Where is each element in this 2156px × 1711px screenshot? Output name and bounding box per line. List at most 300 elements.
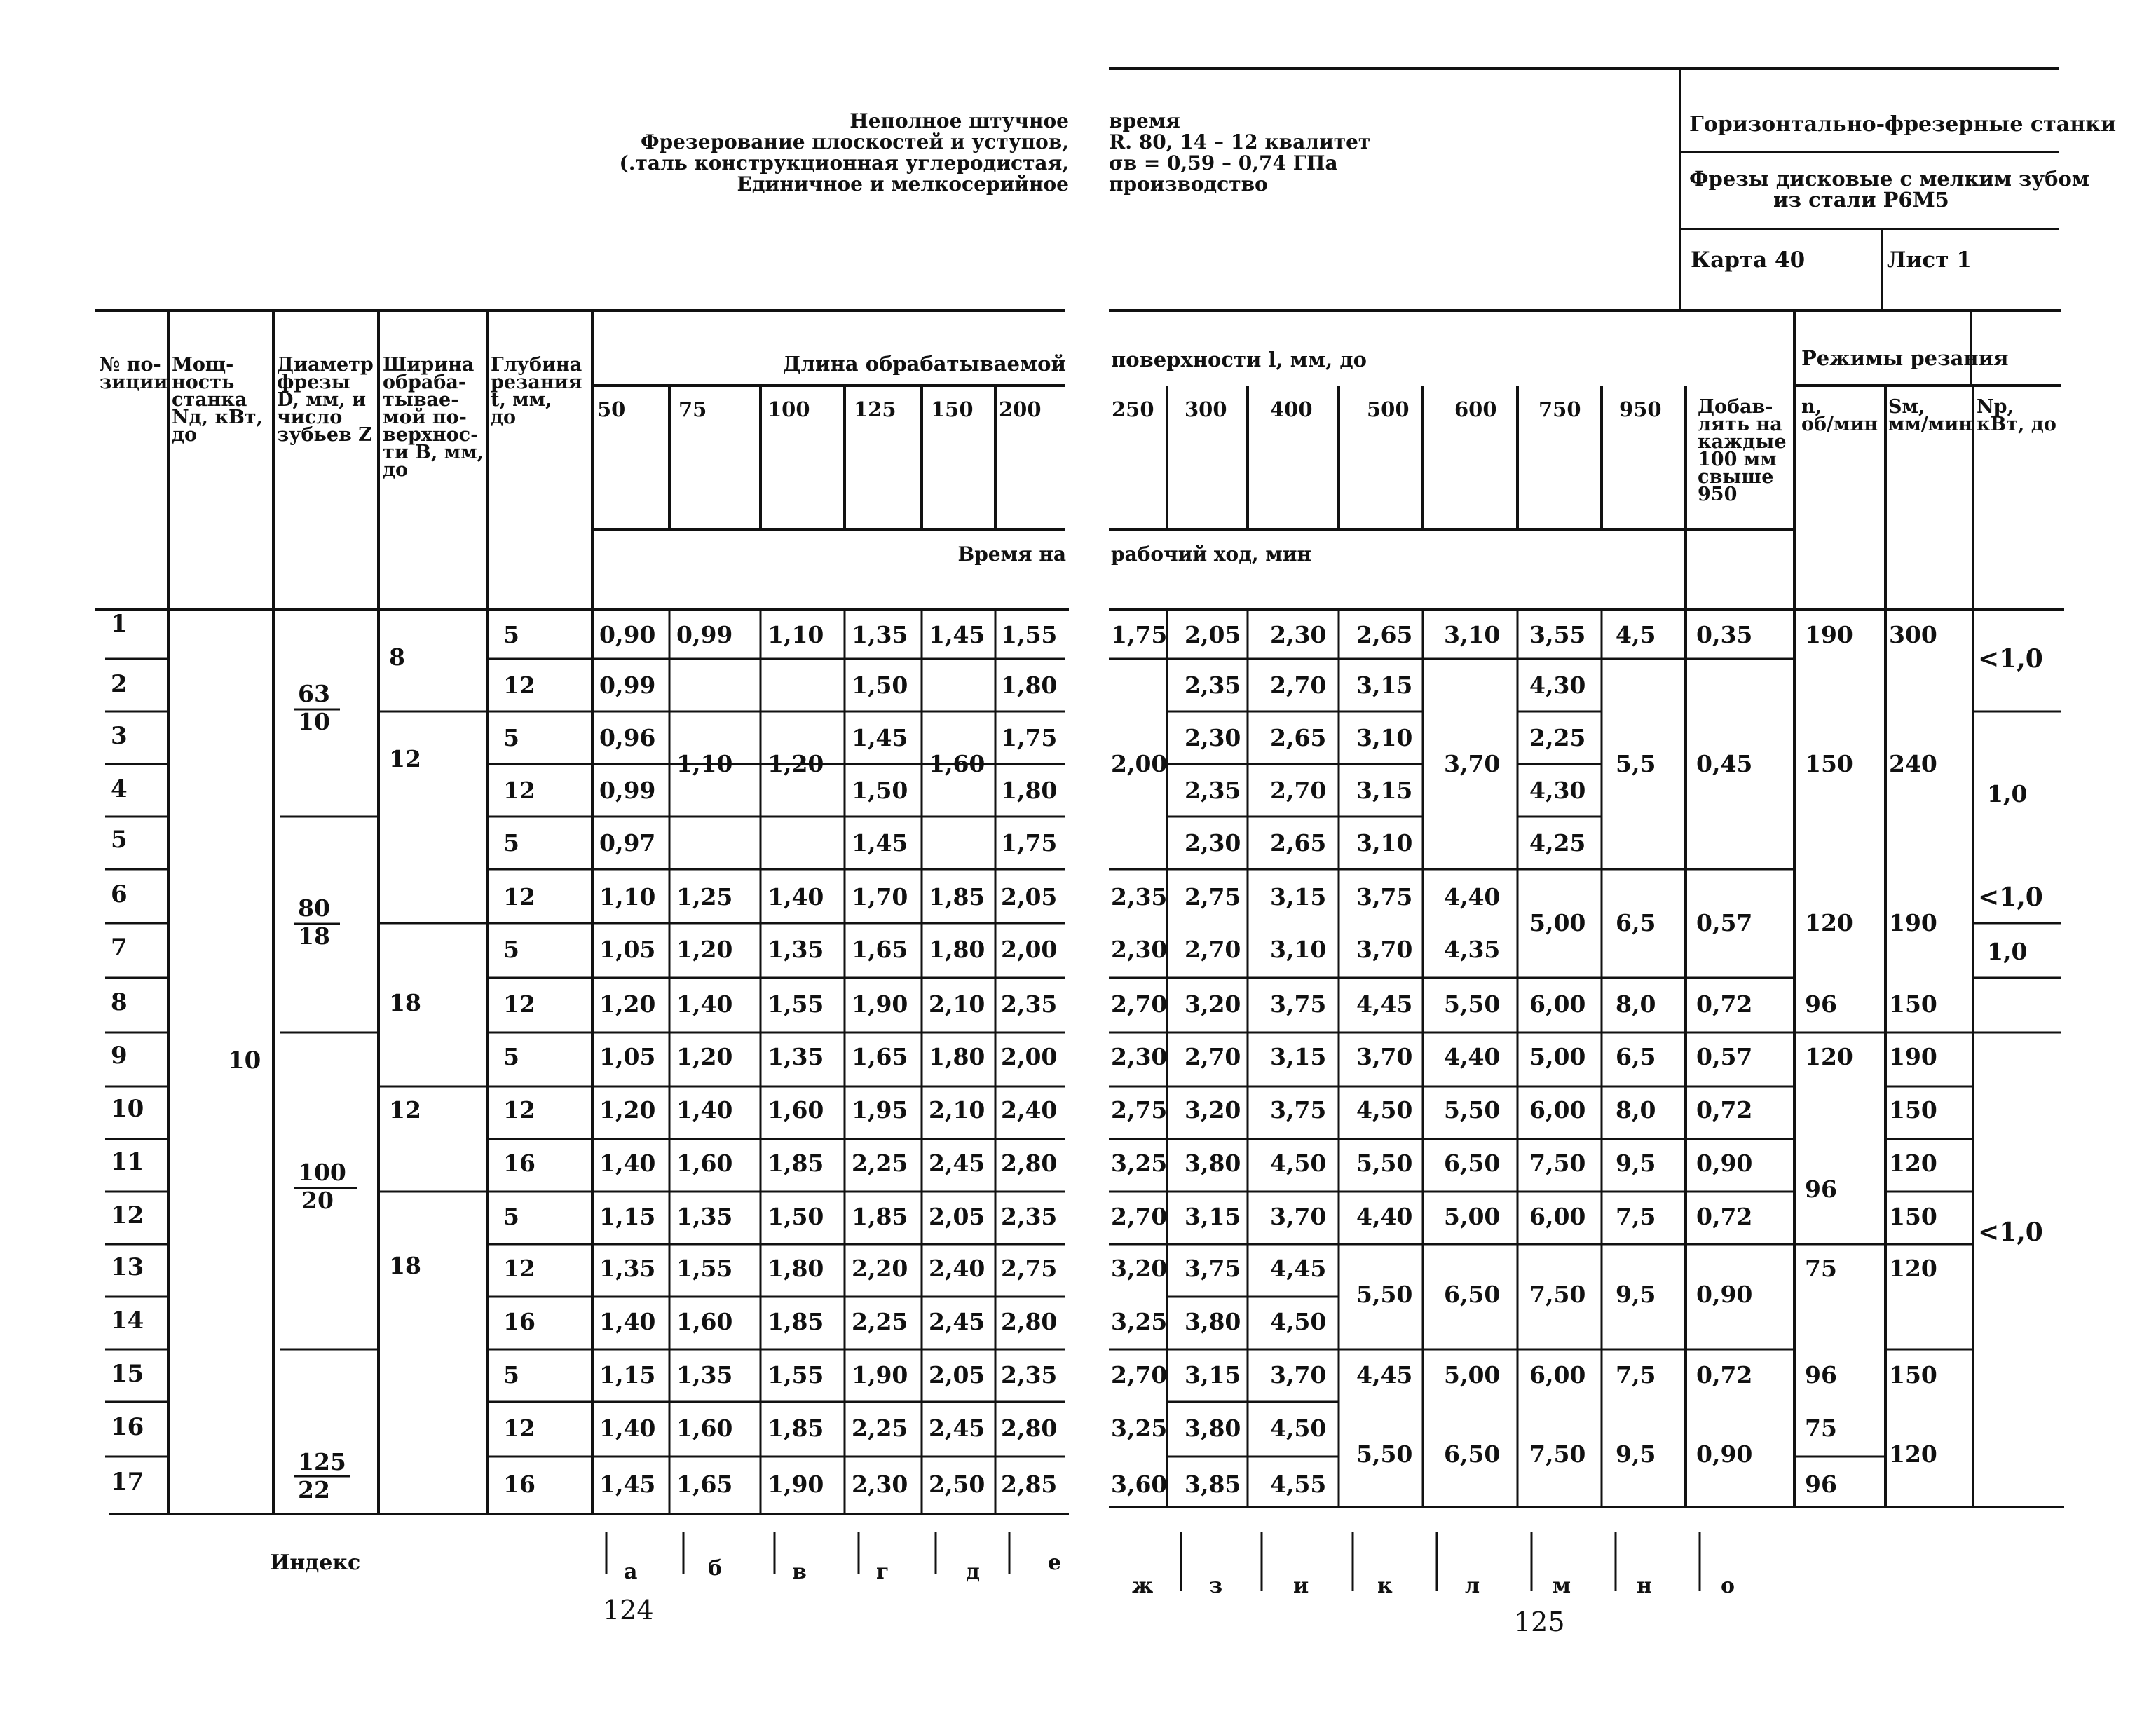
index-letter: о	[1721, 1574, 1735, 1598]
depth-value: 12	[503, 883, 535, 911]
time-cell: 3,15	[1356, 777, 1413, 804]
time-cell: 4,45	[1356, 1361, 1413, 1389]
header-diameter-l3: D, мм, и	[277, 389, 366, 411]
title-left-line-4: Единичное и мелкосерийное	[737, 172, 1069, 196]
time-cell: 1,40	[599, 1415, 656, 1442]
header-diameter-l5: зубьев Z	[277, 424, 372, 446]
time-cell: 2,30	[852, 1471, 908, 1498]
header-position-l1: № по-	[100, 354, 161, 376]
header-add-l6: 950	[1698, 484, 1738, 505]
time-cell: 2,75	[1001, 1255, 1058, 1282]
depth-value: 12	[503, 1096, 535, 1124]
time-cell: 2,35	[1001, 1203, 1058, 1230]
time-cell: 3,25	[1111, 1150, 1168, 1177]
time-cell: 3,25	[1111, 1308, 1168, 1335]
teeth-10: 10	[298, 708, 330, 735]
index-label: Индекс	[270, 1550, 361, 1575]
time-cell: 5,00	[1444, 1361, 1501, 1389]
length-header-50: 50	[597, 397, 626, 421]
header-np-l2: кВт, до	[1977, 414, 2056, 435]
time-cell: 3,80	[1185, 1415, 1241, 1442]
time-cell: 4,40	[1444, 1043, 1501, 1070]
header-power-l3: станка	[172, 389, 247, 411]
depth-value: 12	[503, 672, 535, 699]
time-cell: 6,00	[1529, 990, 1586, 1018]
time-cell: 2,75	[1185, 883, 1241, 911]
time-cell: 4,50	[1270, 1415, 1327, 1442]
time-cell: 3,75	[1270, 1096, 1327, 1124]
title-left-line-1: Неполное штучное	[850, 109, 1069, 132]
header-width-l4: мой по-	[383, 407, 467, 428]
time-cell: 2,70	[1185, 936, 1241, 963]
time-cell: 3,15	[1270, 1043, 1327, 1070]
diameter-100: 100	[298, 1159, 346, 1186]
time-cell: 1,75	[1111, 621, 1168, 648]
time-cell: 2,25	[852, 1415, 908, 1442]
position-number: 12	[111, 1201, 144, 1229]
time-cell: 2,20	[852, 1255, 908, 1282]
time-cell: 0,99	[676, 621, 733, 648]
time-cell: 1,85	[767, 1308, 824, 1335]
time-cell: 0,72	[1696, 1361, 1753, 1389]
time-cell: 5,50	[1356, 1281, 1413, 1308]
time-cell: 1,90	[852, 990, 908, 1018]
time-cell: 9,5	[1616, 1440, 1656, 1468]
time-cell: 3,20	[1185, 1096, 1241, 1124]
time-cell: 1,10	[767, 621, 824, 648]
time-cell: 2,45	[929, 1150, 985, 1177]
depth-value: 12	[503, 1255, 535, 1282]
time-cell: 3,60	[1111, 1471, 1168, 1498]
time-cell: 2,75	[1111, 1096, 1168, 1124]
header-power-l1: Мощ-	[172, 354, 234, 376]
time-cell: 96	[1805, 1175, 1837, 1203]
header-add-l5: свыше	[1698, 466, 1774, 488]
header-add-l1: Добав-	[1698, 396, 1773, 418]
time-cell: 3,10	[1356, 724, 1413, 751]
time-cell: 120	[1805, 1043, 1853, 1070]
time-cell: 0,57	[1696, 909, 1753, 936]
diameter-125: 125	[298, 1448, 346, 1475]
time-cell: 2,25	[852, 1150, 908, 1177]
time-cell: 3,15	[1356, 672, 1413, 699]
time-cell: 2,65	[1270, 724, 1327, 751]
time-cell: 2,70	[1111, 990, 1168, 1018]
time-cell: 3,70	[1444, 750, 1501, 777]
time-cell: 5,00	[1444, 1203, 1501, 1230]
time-cell: 1,40	[676, 990, 733, 1018]
header-diameter-l1: Диаметр	[277, 354, 374, 376]
time-cell: 96	[1805, 1471, 1837, 1498]
time-cell: 96	[1805, 1361, 1837, 1389]
time-cell: 2,30	[1270, 621, 1327, 648]
time-cell: 1,80	[1001, 777, 1058, 804]
time-cell: 0,99	[599, 672, 656, 699]
time-cell: 4,50	[1270, 1150, 1327, 1177]
time-cell: 300	[1889, 621, 1937, 648]
time-cell: 1,10	[676, 750, 733, 777]
header-add-l3: каждые	[1698, 431, 1787, 453]
time-cell: 1,20	[767, 750, 824, 777]
header-n	[1801, 398, 1878, 433]
index-letter: а	[624, 1560, 638, 1584]
time-cell: 120	[1889, 1255, 1937, 1282]
time-cell: 4,30	[1529, 777, 1586, 804]
time-cell: 0,90	[1696, 1150, 1753, 1177]
time-cell: 2,70	[1185, 1043, 1241, 1070]
time-cell: 3,80	[1185, 1308, 1241, 1335]
np-value-3: <1,0	[1978, 882, 2043, 912]
depth-value: 16	[503, 1308, 535, 1335]
header-n-l2: об/мин	[1801, 414, 1878, 435]
time-cell: 3,10	[1356, 829, 1413, 857]
time-cell: 6,00	[1529, 1096, 1586, 1124]
cutter-type-line-2: из стали Р6М5	[1773, 188, 1949, 212]
header-depth	[491, 356, 582, 426]
index-letter: ж	[1132, 1574, 1154, 1598]
time-cell: 5,50	[1444, 1096, 1501, 1124]
time-cell: 4,45	[1270, 1255, 1327, 1282]
time-cell: 2,35	[1001, 1361, 1058, 1389]
position-number: 11	[111, 1148, 144, 1176]
time-cell: 1,55	[1001, 621, 1058, 648]
time-cell: 1,35	[767, 1043, 824, 1070]
time-cell: 4,45	[1356, 990, 1413, 1018]
time-cell: 0,96	[599, 724, 656, 751]
time-cell: 2,80	[1001, 1308, 1058, 1335]
time-cell: 3,25	[1111, 1415, 1168, 1442]
time-cell: 2,70	[1111, 1361, 1168, 1389]
time-cell: 1,90	[767, 1471, 824, 1498]
position-number: 14	[111, 1307, 144, 1335]
time-cell: 150	[1889, 1203, 1937, 1230]
position-number: 9	[111, 1042, 128, 1070]
header-s	[1888, 398, 1972, 433]
index-letter: в	[792, 1560, 807, 1584]
time-cell: 1,20	[599, 990, 656, 1018]
time-cell: 0,99	[599, 777, 656, 804]
time-cell: 1,60	[676, 1308, 733, 1335]
depth-value: 5	[503, 621, 519, 648]
time-cell: 2,10	[929, 990, 985, 1018]
width-12-a: 12	[389, 745, 421, 772]
time-cell: 1,05	[599, 1043, 656, 1070]
header-diameter-l2: фрезы	[277, 371, 350, 393]
position-number: 6	[111, 880, 128, 908]
time-cell: 120	[1889, 1440, 1937, 1468]
time-cell: 2,35	[1185, 672, 1241, 699]
length-header-500: 500	[1367, 397, 1410, 421]
title-right-line-3: σв = 0,59 – 0,74 ГПа	[1109, 151, 1338, 175]
index-letter: з	[1209, 1574, 1223, 1598]
diameter-80: 80	[298, 894, 330, 922]
depth-value: 16	[503, 1150, 535, 1177]
time-cell: 4,55	[1270, 1471, 1327, 1498]
time-cell: 1,85	[852, 1203, 908, 1230]
header-s-l2: мм/мин	[1888, 414, 1973, 435]
time-cell: 7,50	[1529, 1281, 1586, 1308]
title-right-line-2: R. 80, 14 – 12 квалитет	[1109, 130, 1371, 154]
time-cell: 3,75	[1270, 990, 1327, 1018]
time-cell: 1,75	[1001, 724, 1058, 751]
time-cell: 2,85	[1001, 1471, 1058, 1498]
time-cell: 1,65	[852, 1043, 908, 1070]
position-number: 7	[111, 934, 128, 962]
time-cell: 3,75	[1356, 883, 1413, 911]
time-cell: 150	[1889, 1361, 1937, 1389]
time-cell: 2,35	[1111, 883, 1168, 911]
time-cell: 0,45	[1696, 750, 1753, 777]
time-cell: 0,90	[1696, 1281, 1753, 1308]
length-header-150: 150	[931, 397, 974, 421]
time-cell: 2,00	[1001, 1043, 1058, 1070]
time-cell: 1,90	[852, 1361, 908, 1389]
time-cell: 4,35	[1444, 936, 1501, 963]
time-cell: 3,85	[1185, 1471, 1241, 1498]
time-cell: 3,10	[1270, 936, 1327, 963]
time-cell: 8,0	[1616, 990, 1656, 1018]
time-cell: 75	[1805, 1255, 1837, 1282]
time-cell: 1,05	[599, 936, 656, 963]
length-header-300: 300	[1185, 397, 1227, 421]
time-cell: 2,05	[929, 1203, 985, 1230]
position-number: 17	[111, 1468, 144, 1496]
time-cell: 2,10	[929, 1096, 985, 1124]
depth-value: 12	[503, 777, 535, 804]
time-cell: 6,50	[1444, 1440, 1501, 1468]
time-cell: 0,90	[1696, 1440, 1753, 1468]
time-cell: 9,5	[1616, 1281, 1656, 1308]
title-right-line-1: время	[1109, 109, 1180, 132]
time-cell: 1,95	[852, 1096, 908, 1124]
time-cell: 120	[1805, 909, 1853, 936]
time-cell: 1,20	[676, 1043, 733, 1070]
np-value-2: 1,0	[1987, 780, 2028, 807]
index-letter: м	[1553, 1574, 1571, 1598]
time-cell: 2,30	[1185, 829, 1241, 857]
time-cell: 2,05	[1001, 883, 1058, 911]
time-cell: 1,65	[676, 1471, 733, 1498]
time-cell: 4,50	[1356, 1096, 1413, 1124]
time-cell: 2,70	[1270, 672, 1327, 699]
time-cell: 2,35	[1001, 990, 1058, 1018]
time-cell: 1,45	[852, 724, 908, 751]
time-cell: 1,80	[929, 936, 985, 963]
time-cell: 2,00	[1111, 750, 1168, 777]
length-header-600: 600	[1454, 397, 1497, 421]
header-np	[1977, 398, 2056, 433]
time-cell: 1,40	[676, 1096, 733, 1124]
position-number: 8	[111, 988, 128, 1016]
time-cell: 3,20	[1185, 990, 1241, 1018]
header-width-l5: верхнос-	[383, 424, 479, 446]
header-power	[172, 356, 263, 444]
power-value: 10	[228, 1047, 261, 1075]
header-n-l1: n,	[1801, 396, 1822, 418]
length-header-100: 100	[767, 397, 810, 421]
position-number: 1	[111, 610, 128, 638]
time-cell: 1,85	[767, 1150, 824, 1177]
length-header-250: 250	[1112, 397, 1154, 421]
header-width-l6: ти В, мм,	[383, 442, 484, 463]
time-cell: 3,15	[1270, 883, 1327, 911]
time-cell: 3,15	[1185, 1361, 1241, 1389]
cutter-type-line-1: Фрезы дисковые с мелким зубом	[1689, 167, 2089, 191]
time-cell: 3,70	[1356, 1043, 1413, 1070]
time-cell: 6,50	[1444, 1150, 1501, 1177]
header-add-l2: лять на	[1698, 414, 1782, 435]
header-width-l3: тывае-	[383, 389, 459, 411]
index-letter: б	[708, 1556, 723, 1581]
time-cell: 1,85	[929, 883, 985, 911]
index-letter: и	[1293, 1574, 1309, 1598]
position-number: 5	[111, 826, 128, 854]
time-cell: 2,65	[1270, 829, 1327, 857]
time-cell: 6,50	[1444, 1281, 1501, 1308]
depth-value: 5	[503, 724, 519, 751]
depth-value: 16	[503, 1471, 535, 1498]
time-cell: 4,50	[1270, 1308, 1327, 1335]
time-cell: 4,40	[1356, 1203, 1413, 1230]
time-cell: 0,35	[1696, 621, 1753, 648]
position-number: 3	[111, 722, 128, 750]
title-right-line-4: производство	[1109, 172, 1268, 196]
time-cell: 190	[1889, 1043, 1937, 1070]
time-cell: 0,57	[1696, 1043, 1753, 1070]
time-cell: 1,35	[599, 1255, 656, 1282]
teeth-20: 20	[301, 1187, 334, 1214]
header-depth-l3: t, мм,	[491, 389, 552, 411]
np-value-4: 1,0	[1987, 938, 2028, 965]
time-cell: 3,20	[1111, 1255, 1168, 1282]
position-number: 13	[111, 1253, 144, 1281]
position-number: 2	[111, 670, 128, 698]
time-cell: 3,70	[1270, 1361, 1327, 1389]
time-cell: 4,25	[1529, 829, 1586, 857]
position-number: 16	[111, 1413, 144, 1441]
width-18-a: 18	[389, 989, 421, 1016]
time-cell: 1,70	[852, 883, 908, 911]
time-cell: 1,60	[767, 1096, 824, 1124]
header-position	[100, 356, 168, 391]
time-cell: 1,35	[767, 936, 824, 963]
time-cell: 1,35	[852, 621, 908, 648]
time-cell: 9,5	[1616, 1150, 1656, 1177]
time-cell: 3,15	[1185, 1203, 1241, 1230]
time-cell: 1,55	[767, 1361, 824, 1389]
time-cell: 8,0	[1616, 1096, 1656, 1124]
header-time-right: рабочий ход, мин	[1111, 543, 1311, 566]
time-cell: 1,80	[767, 1255, 824, 1282]
np-value-1: <1,0	[1978, 644, 2043, 674]
header-depth-l1: Глубина	[491, 354, 582, 376]
time-cell: 1,25	[676, 883, 733, 911]
time-cell: 150	[1889, 990, 1937, 1018]
header-add-l4: 100 мм	[1698, 449, 1777, 470]
time-cell: 2,25	[852, 1308, 908, 1335]
index-letter: л	[1465, 1574, 1480, 1598]
header-depth-l2: резания	[491, 371, 582, 393]
length-header-400: 400	[1270, 397, 1313, 421]
depth-value: 5	[503, 829, 519, 857]
teeth-22: 22	[298, 1476, 330, 1504]
header-power-l4: Nд, кВт,	[172, 407, 263, 428]
np-value-5: <1,0	[1978, 1218, 2043, 1247]
time-cell: 2,70	[1111, 1203, 1168, 1230]
time-cell: 2,30	[1185, 724, 1241, 751]
time-cell: 5,50	[1356, 1150, 1413, 1177]
time-cell: 190	[1889, 909, 1937, 936]
time-cell: 1,50	[852, 777, 908, 804]
time-cell: 2,80	[1001, 1150, 1058, 1177]
time-cell: 2,30	[1111, 1043, 1168, 1070]
header-power-l2: ность	[172, 371, 235, 393]
index-letter: н	[1637, 1574, 1652, 1598]
header-depth-l4: до	[491, 407, 517, 428]
time-cell: 1,15	[599, 1203, 656, 1230]
time-cell: 1,45	[599, 1471, 656, 1498]
depth-value: 5	[503, 1203, 519, 1230]
time-cell: 2,50	[929, 1471, 985, 1498]
time-cell: 1,10	[599, 883, 656, 911]
index-letter: д	[966, 1560, 980, 1584]
header-width-l2: обраба-	[383, 371, 467, 393]
length-header-750: 750	[1538, 397, 1581, 421]
time-cell: 1,20	[676, 936, 733, 963]
depth-value: 12	[503, 990, 535, 1018]
card-number: Карта 40	[1691, 247, 1806, 273]
time-cell: 2,65	[1356, 621, 1413, 648]
time-cell: 5,5	[1616, 750, 1656, 777]
time-cell: 0,72	[1696, 1203, 1753, 1230]
time-cell: 1,55	[676, 1255, 733, 1282]
time-cell: 4,5	[1616, 621, 1656, 648]
time-cell: 6,5	[1616, 1043, 1656, 1070]
time-cell: 3,75	[1185, 1255, 1241, 1282]
time-cell: 1,40	[599, 1308, 656, 1335]
time-cell: 2,35	[1185, 777, 1241, 804]
time-cell: 1,45	[852, 829, 908, 857]
time-cell: 0,72	[1696, 1096, 1753, 1124]
header-add	[1698, 398, 1787, 503]
time-cell: 6,00	[1529, 1361, 1586, 1389]
time-cell: 5,00	[1529, 909, 1586, 936]
time-cell: 5,00	[1529, 1043, 1586, 1070]
time-cell: 2,05	[1185, 621, 1241, 648]
time-cell: 2,30	[1111, 936, 1168, 963]
time-cell: 2,45	[929, 1415, 985, 1442]
length-header-950: 950	[1619, 397, 1662, 421]
header-diameter-l4: число	[277, 407, 343, 428]
time-cell: 2,40	[1001, 1096, 1058, 1124]
header-length-right: поверхности l, мм, до	[1111, 348, 1367, 371]
time-cell: 7,5	[1616, 1361, 1656, 1389]
width-18-b: 18	[389, 1252, 421, 1279]
time-cell: 1,80	[929, 1043, 985, 1070]
time-cell: 1,20	[599, 1096, 656, 1124]
position-number: 4	[111, 775, 128, 803]
time-cell: 3,80	[1185, 1150, 1241, 1177]
position-number: 15	[111, 1360, 144, 1388]
depth-value: 5	[503, 1043, 519, 1070]
time-cell: 1,40	[599, 1150, 656, 1177]
time-cell: 0,97	[599, 829, 656, 857]
length-header-75: 75	[678, 397, 707, 421]
time-cell: 2,05	[929, 1361, 985, 1389]
time-cell: 1,50	[767, 1203, 824, 1230]
header-time-left: Время на	[957, 543, 1066, 566]
time-cell: 1,35	[676, 1203, 733, 1230]
